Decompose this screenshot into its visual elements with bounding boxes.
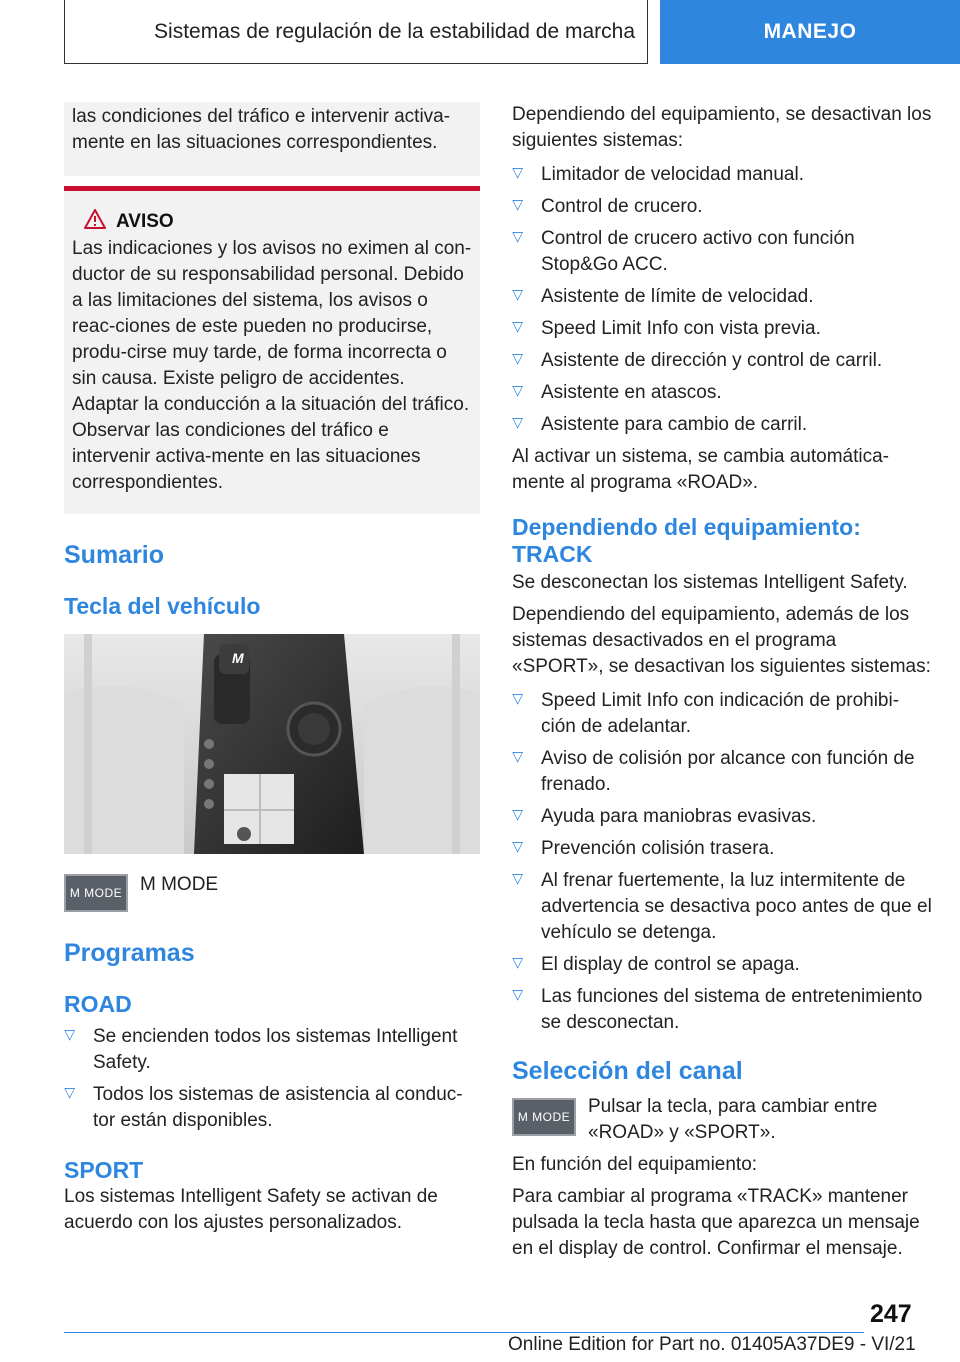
canal-text-1: Pulsar la tecla, para cambiar entre «ROAD» y «SPORT». [588, 1096, 878, 1143]
list-item: ▷ Prevención colisión trasera. [512, 836, 932, 862]
track-text-2: Dependiendo del equipamiento, además de los sistemas desactivados en el programa «SPORT», se desactivan los siguientes sistemas: [512, 604, 931, 677]
track-systems-list [512, 688, 932, 1036]
list-item: ▷ El display de control se apaga. [512, 952, 932, 978]
left-column [64, 102, 480, 1236]
road-list [64, 1024, 480, 1134]
page-number: 247 [870, 1300, 912, 1328]
warning-header [84, 209, 472, 234]
heading-track: Dependiendo del equipamiento: TRACK [512, 514, 861, 567]
list-item: ▷ Limitador de velocidad manual. [512, 162, 932, 188]
heading-road: ROAD [64, 991, 132, 1017]
list-item: ▷ Speed Limit Info con vista previa. [512, 316, 932, 342]
heading-tecla: Tecla del vehículo [64, 593, 261, 619]
list-item: ▷ Ayuda para maniobras evasivas. [512, 804, 932, 830]
header-section-label: MANEJO [763, 20, 857, 43]
warning-box [64, 191, 480, 514]
track-text-1: Se desconectan los sistemas Intelligent Safety. [512, 572, 908, 593]
warning-text: Las indicaciones y los avisos no eximen al con-ductor de su responsabilidad personal. Debido a las limitaciones del sistema, los avisos o reac-ciones de este pueden no producirse, produ-cirse muy tarde, de forma incorrecta o sin causa. Existe peligro de accidentes. Adaptar la conducción a la situación del tráfico. Observar las condiciones del tráfico e intervenir activa-mente en las situaciones correspondientes. [72, 238, 472, 493]
sport-text: Los sistemas Intelligent Safety se activan de acuerdo con los ajustes personalizados. [64, 1186, 438, 1233]
list-item: ▷ Control de crucero. [512, 194, 932, 220]
page-header [64, 0, 960, 64]
header-title-box [64, 0, 648, 64]
intro-text: Dependiendo del equipamiento, se desactivan los siguientes sistemas: [512, 104, 932, 151]
continued-text-box [64, 102, 480, 176]
mmode-button-icon: M MODE [512, 1098, 576, 1136]
center-console-photo [64, 634, 480, 854]
list-item: ▷ Aviso de colisión por alcance con función de frenado. [512, 746, 932, 798]
m-logo: M [232, 650, 244, 666]
list-item: ▷ Speed Limit Info con indicación de prohibi-ción de adelantar. [512, 688, 932, 740]
list-item: ▷ Todos los sistemas de asistencia al conduc-tor están disponibles. [64, 1082, 480, 1134]
footer-divider [64, 1332, 864, 1333]
after-list-text: Al activar un sistema, se cambia automática-mente al programa «ROAD». [512, 446, 889, 493]
mmode-button-icon: M MODE [64, 874, 128, 912]
list-item: ▷ Se encienden todos los sistemas Intelligent Safety. [64, 1024, 480, 1076]
canal-text-2: En función del equipamiento: [512, 1154, 758, 1175]
list-item: ▷ Control de crucero activo con función Stop&Go ACC. [512, 226, 932, 278]
list-item: ▷ Las funciones del sistema de entretenimiento se desconectan. [512, 984, 932, 1036]
heading-programas: Programas [64, 939, 195, 967]
mmode-label: M MODE [140, 874, 219, 895]
disabled-systems-list [512, 162, 932, 438]
canal-text-3: Para cambiar al programa «TRACK» mantener pulsada la tecla hasta que aparezca un mensaje en el display de control. Confirmar el mensaje. [512, 1186, 920, 1259]
heading-seleccion-canal: Selección del canal [512, 1057, 743, 1085]
header-title: Sistemas de regulación de la estabilidad de marcha [154, 19, 635, 43]
footer-edition: Online Edition for Part no. 01405A37DE9 - VI/21 [508, 1334, 916, 1355]
heading-sport: SPORT [64, 1157, 144, 1183]
warning-triangle-icon [84, 209, 106, 234]
list-item: ▷ Asistente en atascos. [512, 380, 932, 406]
list-item: ▷ Asistente para cambio de carril. [512, 412, 932, 438]
right-column [512, 102, 932, 1262]
mmode-key-row [64, 874, 480, 912]
canal-key-row [512, 1098, 932, 1146]
list-item: ▷ Asistente de límite de velocidad. [512, 284, 932, 310]
heading-sumario: Sumario [64, 541, 165, 569]
warning-title: AVISO [116, 210, 174, 232]
list-item: ▷ Asistente de dirección y control de carril. [512, 348, 932, 374]
continued-text: las condiciones del tráfico e intervenir activa-mente en las situaciones correspondientes. [72, 106, 451, 153]
header-section-tab [660, 0, 960, 64]
list-item: ▷ Al frenar fuertemente, la luz intermitente de advertencia se desactiva poco antes de que el vehículo se detenga. [512, 868, 932, 946]
